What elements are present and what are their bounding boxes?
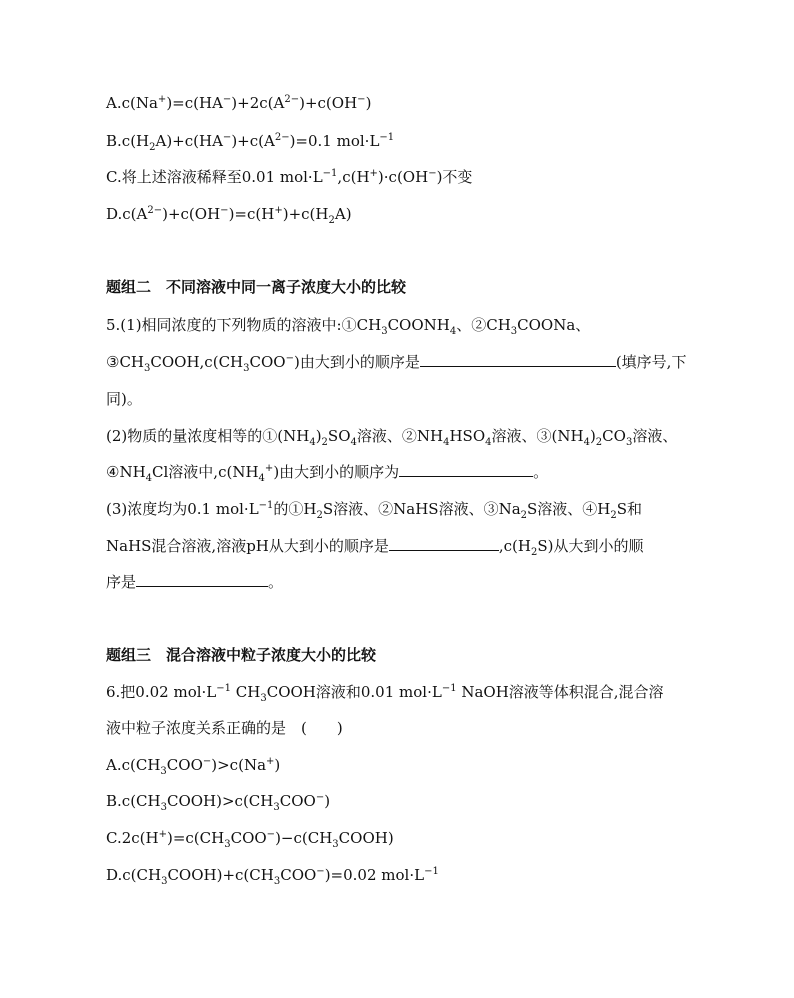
q6-line-2: 液中粒子浓度关系正确的是 ( ) xyxy=(106,719,343,737)
q4-option-a: $A.c(Na^+)=c(HA^-)+2c(A^{2-})+c(OH^-)$ xyxy=(106,94,372,112)
group2-heading: 题组二 不同溶液中同一离子浓度大小的比较 xyxy=(106,278,407,296)
q5-line-8: 序是 。 xyxy=(106,573,284,591)
answer-blank[interactable] xyxy=(136,572,268,587)
q5-line-6: (3)浓度均为0.1 $mol\cdot L^{-1}$的$①H_2S$溶液、②NaHS溶液、$③Na_2S$溶液、$④H_2S$和 xyxy=(106,500,643,521)
q5-line-4: (2)物质的量浓度相等的$①(NH_4)_2SO_4$溶液、$②NH_4HSO_4$溶液、$③(NH_4)_2CO_3$溶液、 xyxy=(106,427,678,448)
answer-blank[interactable] xyxy=(389,536,499,551)
answer-blank[interactable] xyxy=(399,462,533,477)
q6-option-b: $B.c(CH_3COOH)>c(CH_3COO^-)$ xyxy=(106,792,331,813)
q6-option-a: $A.c(CH_3COO^-)>c(Na^+)$ xyxy=(106,756,281,777)
q5-line-1: 5.(1)相同浓度的下列物质的溶液中$:①CH_3COONH_4$、$②CH_3COONa$、 xyxy=(106,316,591,337)
q5-line-2: $③CH_3COOH,c(CH_3COO^-)$由大到小的顺序是 (填序号,下 xyxy=(106,353,687,374)
q5-line-7: NaHS混合溶液,溶液pH从大到小的顺序是 $,c(H_2S)$从大到小的顺 xyxy=(106,537,644,558)
group3-heading: 题组三 混合溶液中粒子浓度大小的比较 xyxy=(106,646,377,664)
q6-option-c: $C.2c(H^+)=c(CH_3COO^-)-c(CH_3COOH)$ xyxy=(106,829,394,850)
q4-option-b: $B.c(H_2A)+c(HA^-)+c(A^{2-})=0.1$ $mol\cdot L^{-1}$ xyxy=(106,132,395,153)
q5-line-3: 同)。 xyxy=(106,390,142,408)
q5-line-5: $④NH_4Cl$溶液中$,c(NH_4^+)$由大到小的顺序为 。 xyxy=(106,463,549,484)
q6-line-1: 6.把0.02 $mol\cdot L^{-1}$ $CH_3COOH$溶液和0.01 $mol\cdot L^{-1}$ NaOH溶液等体积混合,混合溶 xyxy=(106,683,664,704)
q4-option-d: $D.c(A^{2-})+c(OH^-)=c(H^+)+c(H_2A)$ xyxy=(106,205,352,226)
q6-option-d: $D.c(CH_3COOH)+c(CH_3COO^-)=0.02$ $mol\cdot L^{-1}$ xyxy=(106,866,439,887)
answer-blank[interactable] xyxy=(420,352,616,367)
q4-option-c: C.将上述溶液稀释至0.01 $mol\cdot L^{-1},c(H^+)\cdot c(OH^-)$不变 xyxy=(106,168,473,186)
